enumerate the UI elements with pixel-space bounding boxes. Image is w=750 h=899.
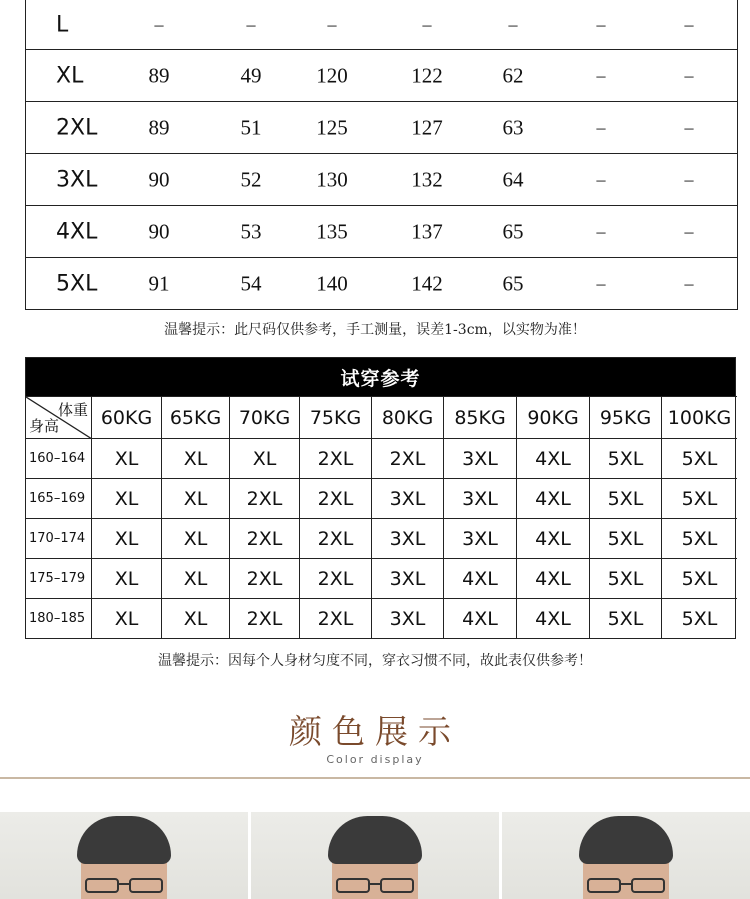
size-value: – (684, 169, 694, 189)
size-cell: 2XL (300, 478, 372, 518)
size-cell: 2XL (372, 438, 444, 478)
size-value: – (246, 14, 256, 34)
size-cell: 4XL (444, 558, 517, 598)
weight-header: 75KG (300, 396, 372, 438)
glasses-icon (586, 876, 666, 894)
size-cell: 5XL (590, 558, 662, 598)
size-value: – (684, 273, 694, 293)
model-hair (579, 816, 673, 864)
size-label: 2XL (56, 115, 98, 140)
size-label: L (56, 12, 69, 37)
size-value: 49 (240, 63, 262, 87)
height-label: 160–164 (26, 438, 92, 478)
model-hair (328, 816, 422, 864)
size-cell: XL (230, 438, 300, 478)
size-value: – (684, 117, 694, 137)
size-cell: 3XL (372, 558, 444, 598)
weight-corner-label: 体重 (57, 401, 88, 419)
product-photo (502, 812, 750, 899)
size-value: 64 (502, 167, 524, 191)
size-cell: 3XL (372, 598, 444, 638)
size-cell: XL (162, 558, 230, 598)
size-value: – (596, 221, 606, 241)
size-value: 54 (240, 271, 262, 295)
size-value: 62 (502, 63, 524, 87)
size-cell: 4XL (517, 518, 590, 558)
weight-header: 85KG (444, 396, 517, 438)
size-value: – (327, 14, 337, 34)
size-cell: 4XL (444, 598, 517, 638)
size-value: 65 (502, 219, 524, 243)
size-value: – (684, 65, 694, 85)
size-cell: 5XL (662, 478, 737, 518)
size-cell: 5XL (590, 518, 662, 558)
size-cell: 5XL (662, 598, 737, 638)
size-row (26, 101, 737, 153)
weight-header: 60KG (92, 396, 162, 438)
section-divider (0, 777, 750, 779)
color-section-title: 颜色展示 (289, 712, 461, 751)
size-cell: XL (92, 518, 162, 558)
height-label: 180–185 (26, 598, 92, 638)
size-table (25, 0, 738, 310)
size-value: 122 (411, 63, 443, 87)
size-value: 140 (316, 271, 348, 295)
size-cell: 2XL (230, 558, 300, 598)
product-photo (251, 812, 499, 899)
weight-header: 80KG (372, 396, 444, 438)
size-cell: XL (162, 438, 230, 478)
size-value: 137 (411, 219, 443, 243)
size-label: 5XL (56, 271, 98, 296)
size-row (26, 49, 737, 101)
size-cell: 2XL (230, 598, 300, 638)
size-cell: 4XL (517, 598, 590, 638)
size-value: – (596, 169, 606, 189)
try-on-note: 温馨提示：因每个人身材匀度不同，穿衣习惯不同，故此表仅供参考！ (158, 653, 592, 669)
size-value: – (596, 14, 606, 34)
size-cell: 5XL (590, 478, 662, 518)
size-cell: XL (92, 558, 162, 598)
size-label: XL (56, 63, 84, 88)
size-row (26, 205, 737, 257)
height-label: 165–169 (26, 478, 92, 518)
size-cell: 5XL (662, 518, 737, 558)
size-cell: XL (92, 598, 162, 638)
size-cell: XL (162, 478, 230, 518)
weight-header: 100KG (662, 396, 737, 438)
size-cell: 2XL (230, 478, 300, 518)
size-cell: 3XL (372, 478, 444, 518)
color-section-subtitle: Color display (326, 753, 424, 766)
corner-cell (26, 396, 92, 438)
size-value: – (154, 14, 164, 34)
size-value: – (596, 117, 606, 137)
size-value: 135 (316, 219, 348, 243)
size-cell: XL (92, 478, 162, 518)
try-on-grid (26, 396, 735, 638)
weight-header: 70KG (230, 396, 300, 438)
size-value: 90 (148, 167, 170, 191)
size-value: 132 (411, 167, 443, 191)
size-note: 温馨提示：此尺码仅供参考，手工测量，误差1-3cm，以实物为准！ (164, 322, 586, 338)
size-value: 52 (240, 167, 262, 191)
size-cell: 2XL (300, 558, 372, 598)
size-value: – (684, 14, 694, 34)
size-cell: 3XL (444, 518, 517, 558)
size-cell: 5XL (590, 598, 662, 638)
size-cell: 4XL (517, 478, 590, 518)
size-value: 89 (148, 115, 170, 139)
size-value: – (684, 221, 694, 241)
size-value: 142 (411, 271, 443, 295)
size-label: 4XL (56, 219, 98, 244)
height-label: 170–174 (26, 518, 92, 558)
size-value: – (422, 14, 432, 34)
size-value: – (596, 273, 606, 293)
size-cell: XL (162, 598, 230, 638)
size-cell: 2XL (230, 518, 300, 558)
size-value: 120 (316, 63, 348, 87)
try-on-table (25, 357, 736, 639)
size-cell: XL (92, 438, 162, 478)
size-value: – (596, 65, 606, 85)
height-corner-label: 身高 (29, 417, 60, 435)
glasses-icon (84, 876, 164, 894)
size-value: 130 (316, 167, 348, 191)
size-value: 63 (502, 115, 524, 139)
size-row (26, 0, 737, 49)
weight-header: 95KG (590, 396, 662, 438)
size-cell: 3XL (444, 438, 517, 478)
size-value: 125 (316, 115, 348, 139)
weight-header: 65KG (162, 396, 230, 438)
size-row (26, 153, 737, 205)
product-photo (0, 812, 248, 899)
size-value: – (508, 14, 518, 34)
size-cell: 3XL (372, 518, 444, 558)
size-cell: 2XL (300, 438, 372, 478)
size-cell: 5XL (662, 438, 737, 478)
size-label: 3XL (56, 167, 98, 192)
size-value: 127 (411, 115, 443, 139)
size-cell: 5XL (590, 438, 662, 478)
size-value: 65 (502, 271, 524, 295)
size-cell: 4XL (517, 558, 590, 598)
height-label: 175–179 (26, 558, 92, 598)
color-photos (0, 812, 750, 899)
size-row (26, 257, 737, 309)
size-value: 89 (148, 63, 170, 87)
size-value: 90 (148, 219, 170, 243)
try-on-title: 试穿参考 (26, 358, 735, 396)
glasses-icon (335, 876, 415, 894)
model-hair (77, 816, 171, 864)
size-value: 51 (240, 115, 262, 139)
size-cell: 3XL (444, 478, 517, 518)
size-value: 53 (240, 219, 262, 243)
weight-header: 90KG (517, 396, 590, 438)
size-cell: XL (162, 518, 230, 558)
size-cell: 2XL (300, 598, 372, 638)
size-cell: 4XL (517, 438, 590, 478)
size-value: 91 (148, 271, 170, 295)
size-cell: 5XL (662, 558, 737, 598)
size-cell: 2XL (300, 518, 372, 558)
